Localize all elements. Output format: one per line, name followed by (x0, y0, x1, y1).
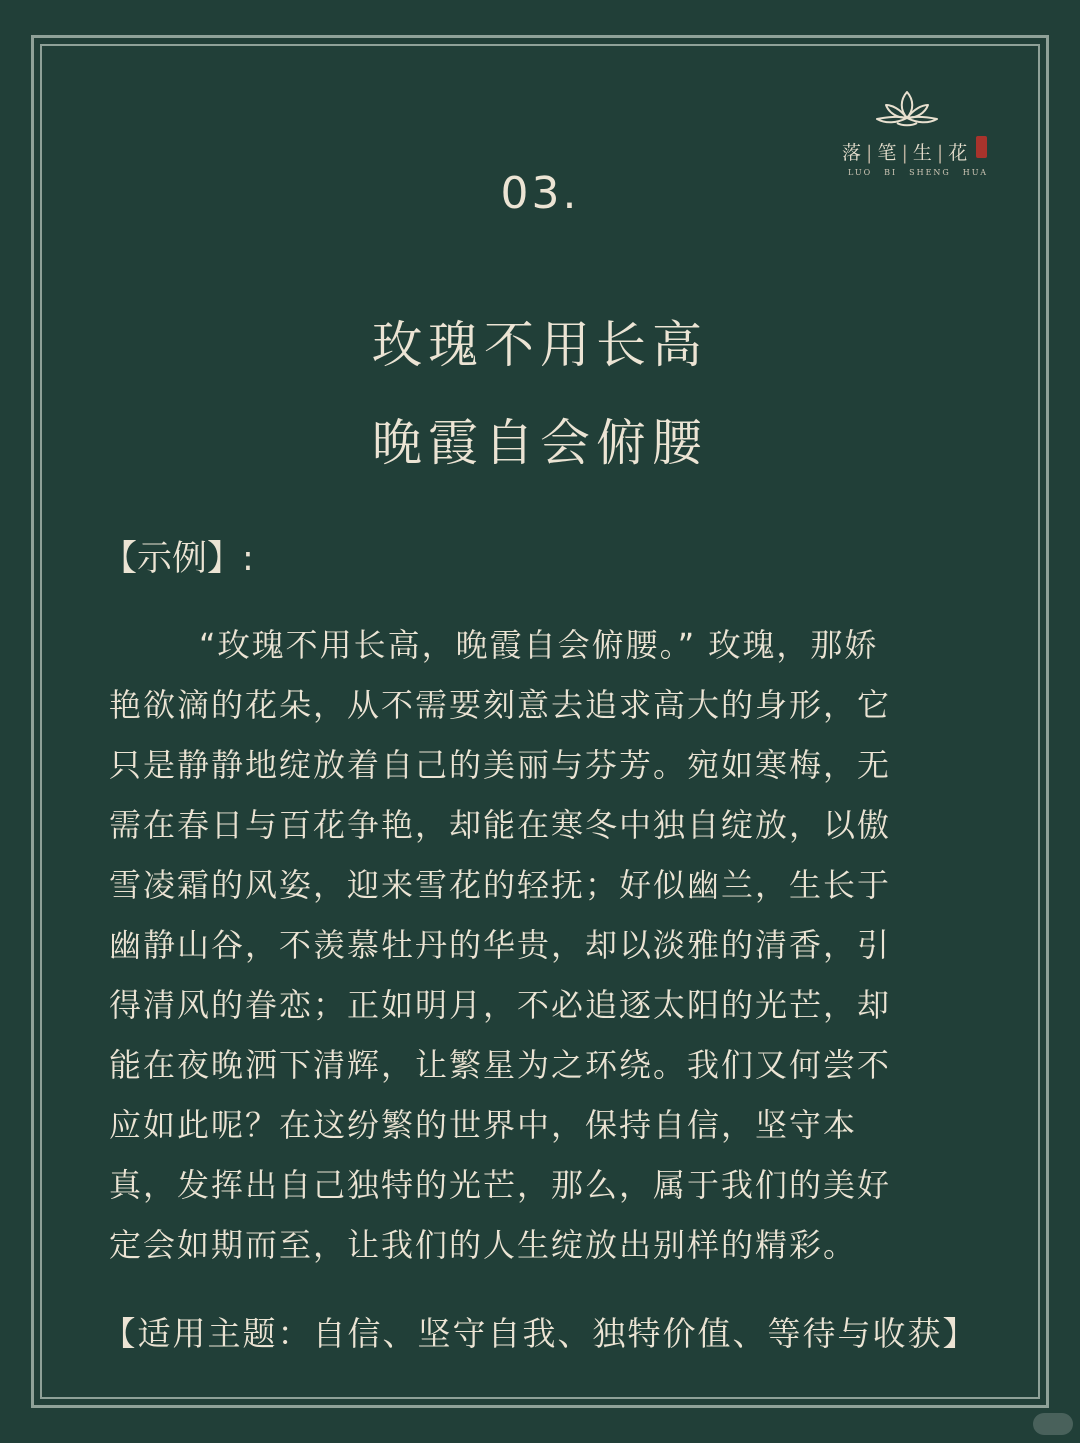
title-line-2: 晚霞自会俯腰 (372, 414, 708, 472)
pinyin-item: SHENG (909, 168, 951, 177)
brand-char: 花 (948, 142, 970, 164)
paragraph-line: 雪凌霜的风姿，迎来雪花的轻抚；好似幽兰，生长于 (109, 866, 892, 904)
pinyin-item: BI (884, 168, 898, 177)
brand-char: 笔 (877, 142, 899, 164)
watermark-badge (1033, 1413, 1073, 1435)
title-line-1: 玫瑰不用长高 (372, 316, 708, 374)
seal-stamp (976, 136, 987, 158)
brand-char: 生 (912, 142, 934, 164)
brand-name: 落 | 笔 | 生 | 花 (842, 142, 970, 164)
brand-char: 落 (842, 142, 864, 164)
paragraph-line: 艳欲滴的花朵，从不需要刻意去追求高大的身形，它 (109, 686, 892, 724)
paragraph-line: 定会如期而至，让我们的人生绽放出别样的精彩。 (109, 1226, 858, 1264)
paragraph-line: 只是静静地绽放着自己的美丽与芬芳。宛如寒梅，无 (109, 746, 892, 784)
section-number: 03. (500, 168, 580, 219)
paragraph-line: “玫瑰不用长高，晚霞自会俯腰。” 玫瑰，那娇 (199, 626, 879, 664)
example-paragraph (109, 620, 959, 1280)
pinyin-item: HUA (962, 168, 988, 177)
paragraph-line: 需在春日与百花争艳，却能在寒冬中独自绽放，以傲 (109, 806, 892, 844)
paragraph-line: 能在夜晚洒下清辉，让繁星为之环绕。我们又何尝不 (109, 1046, 892, 1084)
paragraph-line: 真，发挥出自己独特的光芒，那么，属于我们的美好 (109, 1166, 892, 1204)
pinyin-item: LUO (848, 168, 873, 177)
lotus-icon (875, 88, 939, 130)
paragraph-line: 幽静山谷，不羡慕牡丹的华贵，却以淡雅的清香，引 (109, 926, 892, 964)
example-label: 【示例】: (102, 539, 254, 579)
paragraph-line: 得清风的眷恋；正如明月，不必追逐太阳的光芒，却 (109, 986, 892, 1024)
applicable-themes: 【适用主题：自信、坚守自我、独特价值、等待与收获】 (102, 1314, 978, 1353)
paragraph-line: 应如此呢？在这纷繁的世界中，保持自信，坚守本 (109, 1106, 858, 1144)
